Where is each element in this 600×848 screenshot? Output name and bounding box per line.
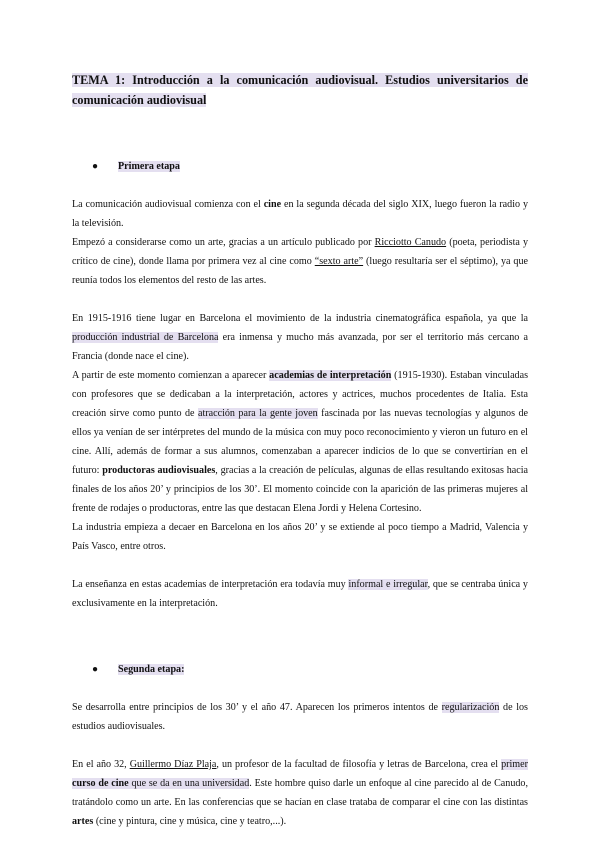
paragraph: La industria empieza a decaer en Barcelona en los años 20’ y se extiende al poco tiempo a Madrid, Valencia y País Vasco, entre otros. bbox=[72, 522, 528, 552]
section-heading-primera-etapa: ● Primera etapa bbox=[92, 157, 528, 176]
document-content bbox=[72, 70, 528, 831]
paragraph: La comunicación audiovisual comienza con el cine en la segunda década del siglo XIX, luego fueron la radio y la televisión. bbox=[72, 199, 528, 229]
paragraph: Se desarrolla entre principios de los 30’ y el año 47. Aparecen los primeros intentos de regularización de los estudios audiovisuales. bbox=[72, 702, 528, 732]
paragraph: La enseñanza en estas academias de interpretación era todavía muy informal e irregular, que se centraba única y exclusivamente en la interpretación. bbox=[72, 579, 528, 609]
section-heading-segunda-etapa: ● Segunda etapa: bbox=[92, 660, 528, 679]
paragraph: A partir de este momento comienzan a aparecer academias de interpretación (1915-1930). Estaban vinculadas con profesores que se dedicaban a la interpretación, actores y actrices, muchos procedentes de Italia. Esta creación sirve como punto de atracción para la gente joven fascinada por las nuevas tecnologías y algunos de ellos ya venían de ser intérpretes del mundo de la música con muy poco reconocimiento y vieron un futuro en el cine. Allí, además de formar a sus alumnos, comenzaban a aparecer indicios de lo que se convertirían en el futuro: productoras audiovisuales, gracias a la creación de películas, algunas de ellas resultando exitosas hacia finales de los años 20’ y principios de los 30’. El momento coincide con la aparición de las primeras mujeres al frente de rodajes o productoras, entre las que destacan Elena Jordi y Helena Cortesino. bbox=[72, 370, 528, 514]
paragraph: En el año 32, Guillermo Díaz Plaja, un profesor de la facultad de filosofía y letras de Barcelona, crea el primer curso de cine que se da en una universidad. Este hombre quiso darle un enfoque al cine parecido al de Canudo, tratándolo como un arte. En las conferencias que se hacían en clase trataba de comparar el cine con las distintas artes (cine y pintura, cine y música, cine y teatro,...). bbox=[72, 759, 528, 827]
paragraph: Empezó a considerarse como un arte, gracias a un artículo publicado por Ricciotto Canudo (poeta, periodista y crítico de cine), donde llama por primera vez al cine como “sexto arte” (luego resultaría ser el séptimo), ya que reunía todos los elementos del resto de las artes. bbox=[72, 237, 529, 286]
paragraph: En 1915-1916 tiene lugar en Barcelona el movimiento de la industria cinematográfica española, ya que la producción industrial de Barcelona era inmensa y mucho más avanzada, por ser el territorio más cercano a Francia (donde nace el cine). bbox=[72, 313, 528, 362]
bullet-icon: ● bbox=[92, 664, 99, 675]
bullet-icon: ● bbox=[92, 161, 99, 172]
page-title: TEMA 1: Introducción a la comunicación audiovisual. Estudios universitarios de comunicación audiovisual bbox=[72, 73, 528, 107]
